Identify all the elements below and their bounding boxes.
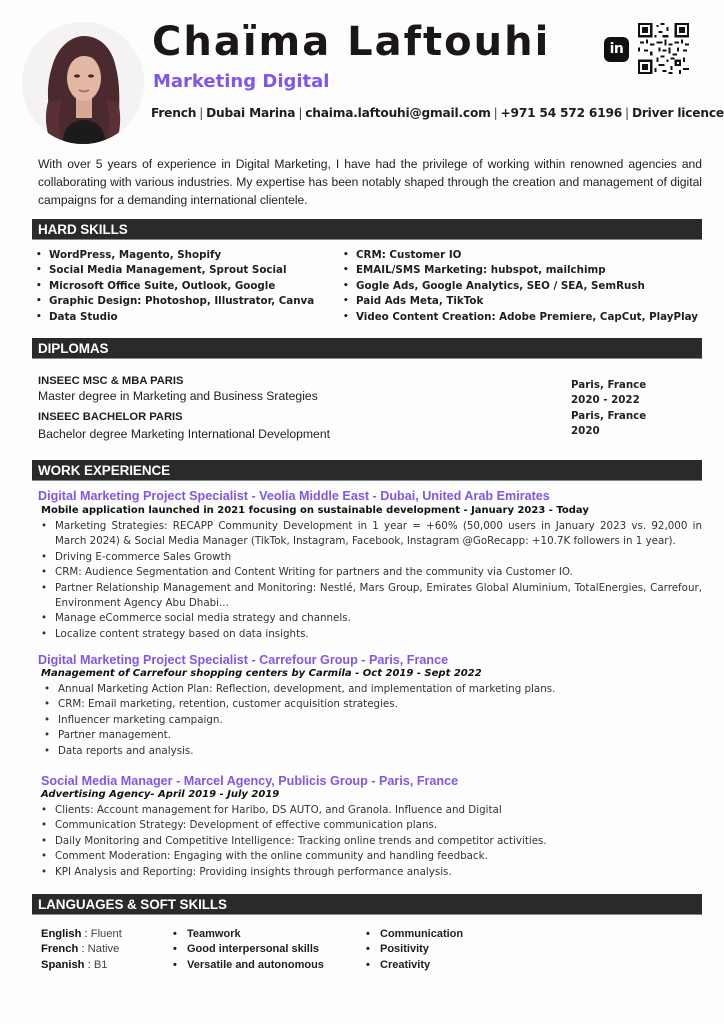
job-bullet: • Comment Moderation: Engaging with the online community and handling feedback. (38, 849, 702, 864)
soft-skill-item: • Teamwork (172, 927, 324, 942)
job-subtitle: Management of Carrefour shopping centers by Carmila - Oct 2019 - Sept 2022 (41, 668, 482, 679)
driver-licence: Driver licence (631, 106, 724, 120)
job-subtitle: Mobile application launched in 2021 focusing on sustainable development - January 2023 - Today (41, 505, 589, 516)
skill-item: • Paid Ads Meta, TikTok (342, 294, 698, 309)
language-name: Spanish (41, 958, 85, 971)
diploma-meta (571, 378, 646, 439)
section-header-work-experience: WORK EXPERIENCE (32, 460, 702, 481)
skill-item: • Data Studio (35, 310, 314, 325)
candidate-name: Chaïma Laftouhi (152, 19, 551, 65)
skill-item: • Microsoft Office Suite, Outlook, Google (35, 279, 314, 294)
hard-skills-right-list (342, 248, 698, 325)
job-bullet: • Data reports and analysis. (41, 744, 705, 759)
diploma-item (38, 374, 318, 404)
separator: | (625, 106, 629, 120)
language-name: English (41, 928, 82, 940)
job-bullet: • Partner management. (41, 728, 705, 743)
job-bullet: • Localize content strategy based on data insights. (38, 627, 702, 642)
language-item: French : Native (41, 943, 120, 956)
skill-item: • CRM: Customer IO (342, 248, 698, 263)
separator: | (298, 106, 303, 120)
hard-skills-left-list (35, 248, 314, 325)
soft-skill-item: • Communication (365, 927, 463, 942)
section-header-languages-soft-skills: LANGUAGES & SOFT SKILLS (32, 894, 702, 915)
phone-number[interactable]: +971 54 572 6196 (500, 106, 623, 120)
language-level: Fluent (90, 928, 122, 940)
language-name: French (41, 943, 79, 956)
location: Dubai Marina (206, 106, 296, 120)
skill-item: • Gogle Ads, Google Analytics, SEO / SEA, SemRush (342, 279, 698, 294)
skill-item: • Social Media Management, Sprout Social (35, 263, 314, 278)
job-bullet: • KPI Analysis and Reporting: Providing insights through performance analysis. (38, 865, 702, 880)
languages-list (41, 927, 122, 973)
job-bullets (38, 803, 702, 880)
contact-line (151, 104, 724, 122)
diploma-school: INSEEC BACHELOR PARIS (38, 411, 183, 423)
diploma-school: INSEEC MSC & MBA PARIS (38, 375, 184, 387)
soft-skill-item: • Positivity (365, 942, 463, 957)
skill-item: • Graphic Design: Photoshop, Illustrator, Canva (35, 294, 314, 309)
soft-skills-left-list (172, 927, 324, 973)
soft-skill-item: • Good interpersonal skills (172, 942, 324, 957)
soft-skill-item: • Creativity (365, 958, 463, 973)
job-bullet: • Driving E-commerce Sales Growth (38, 550, 702, 565)
job-bullet: • Manage eCommerce social media strategy and channels. (38, 611, 702, 626)
skill-item: • EMAIL/SMS Marketing: hubspot, mailchimp (342, 263, 698, 278)
skill-item: • Video Content Creation: Adobe Premiere, CapCut, PlayPlay (342, 310, 698, 325)
job-bullet: • Annual Marketing Action Plan: Reflection, development, and implementation of marketing plans. (41, 682, 705, 697)
job-title: Social Media Manager - Marcel Agency, Publicis Group - Paris, France (41, 774, 459, 788)
job-bullets (38, 519, 702, 642)
linkedin-icon[interactable]: in (604, 37, 629, 62)
soft-skills-right-list (365, 927, 463, 973)
separator: | (199, 106, 204, 120)
diploma-location: Paris, France (571, 409, 647, 422)
job-bullet: • Marketing Strategies: RECAPP Community Development in 1 year = +60% (50,000 users in January 2023 vs. 92,000 in March 2024) & Social Media Manager (TikTok, Instagram, Facebook, Instagram @GoRecapp: +10.7K followers in 1 year). (38, 519, 702, 550)
skill-item: • WordPress, Magento, Shopify (35, 248, 314, 263)
job-title: Digital Marketing Project Specialist - Veolia Middle East - Dubai, United Arab Emirates (38, 489, 550, 503)
section-header-diplomas: DIPLOMAS (32, 338, 702, 359)
diploma-degree: Master degree in Marketing and Business Srategies (38, 389, 318, 403)
job-bullet: • Partner Relationship Management and Monitoring: Nestlé, Mars Group, Emirates Global Aluminium, TotalEnergies, Carrefour, Environment Agency Abu Dhabi... (38, 581, 702, 612)
job-bullet: • CRM: Email marketing, retention, customer acquisition strategies. (41, 697, 705, 712)
profile-summary: With over 5 years of experience in Digital Marketing, I have had the privilege of working within renowned agencies and collaborating with various industries. My expertise has been notably shaped through the creation and management of digital campaigns for a demanding international clientele. (38, 157, 702, 207)
job-bullet: • CRM: Audience Segmentation and Content Writing for partners and the community via Customer IO. (38, 565, 702, 580)
language-item: Spanish : B1 (41, 958, 108, 971)
job-subtitle: Advertising Agency- April 2019 - July 2019 (41, 789, 280, 800)
diploma-degree: Bachelor degree Marketing International Development (38, 427, 330, 441)
job-bullet: • Communication Strategy: Development of effective communication plans. (38, 818, 702, 833)
soft-skill-item: • Versatile and autonomous (172, 958, 324, 973)
separator: | (493, 106, 498, 120)
diploma-dates: 2020 (571, 424, 600, 437)
language-level: Native (87, 943, 120, 956)
email-link[interactable]: chaima.laftouhi@gmail.com (305, 106, 491, 120)
job-role: Marketing Digital (153, 71, 330, 92)
job-bullets (41, 682, 705, 759)
job-bullet: • Influencer marketing campaign. (41, 713, 705, 728)
language-level: B1 (93, 958, 108, 971)
section-header-hard-skills: HARD SKILLS (32, 219, 702, 240)
qr-code-icon[interactable] (638, 23, 689, 74)
language-item: English : Fluent (41, 928, 122, 940)
job-bullet: • Daily Monitoring and Competitive Intelligence: Tracking online trends and competitor activities. (38, 834, 702, 849)
diploma-location: Paris, France (571, 379, 647, 391)
job-bullet: • Clients: Account management for Haribo, DS AUTO, and Granola. Influence and Digital (38, 803, 702, 818)
nationality: French (151, 106, 197, 120)
diploma-item (38, 410, 330, 442)
diploma-dates: 2020 - 2022 (571, 394, 640, 407)
job-title: Digital Marketing Project Specialist - Carrefour Group - Paris, France (38, 653, 449, 667)
profile-photo (22, 22, 144, 144)
